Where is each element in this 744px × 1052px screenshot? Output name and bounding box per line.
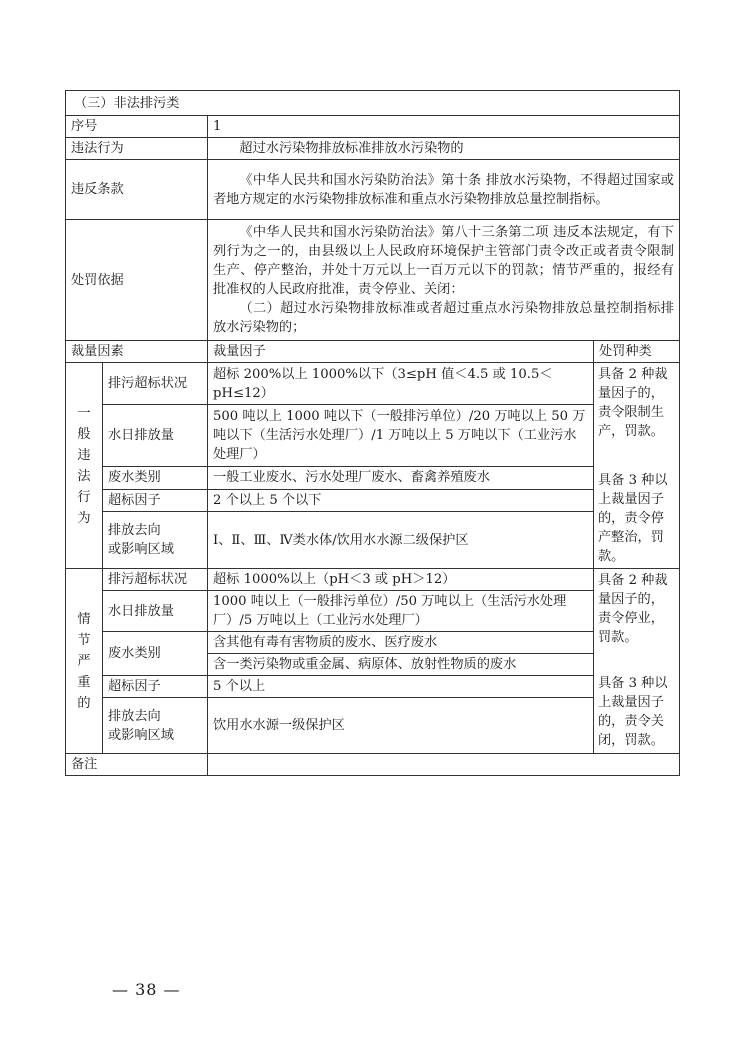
factor-row [66, 676, 680, 698]
remarks-row [66, 754, 680, 776]
discretion-header-factor: 裁量因素 [66, 341, 208, 363]
penalty-basis-para-2: （二）超过水污染物排放标准或者超过重点水污染物排放总量控制指标排放水污染物的； [213, 301, 674, 335]
discretion-header-item: 裁量因子 [208, 341, 594, 363]
group-char: 重 [77, 674, 91, 690]
behavior-row [66, 138, 680, 160]
factor-row [66, 698, 680, 754]
factor-row [66, 632, 680, 676]
factor-value: 500 吨以上 1000 吨以下（一般排污单位）/20 万吨以上 50 万吨以下（生活污水处理厂）/1 万吨以上 5 万吨以下（工业污水处理厂） [208, 405, 594, 467]
penalty-basis-row [66, 220, 680, 341]
group-general-penalty [594, 363, 680, 569]
penalty-option: 具备 3 种以上裁量因子的，责令停产整治，罚款。 [598, 473, 668, 564]
factor-row [66, 591, 680, 632]
group-serious-penalty [594, 569, 680, 754]
serial-row [66, 116, 680, 138]
penalty-table [65, 90, 680, 776]
penalty-option: 具备 3 种以上裁量因子的，责令关闭，罚款。 [598, 676, 668, 748]
factor-category-line: 排放去向 [108, 708, 161, 724]
factor-category: 水日排放量 [103, 405, 208, 467]
factor-category: 废水类别 [103, 467, 208, 490]
factor-value: 超标 1000%以上（pH＜3 或 pH＞12） [208, 569, 594, 591]
factor-value: 2 个以上 5 个以下 [208, 489, 594, 512]
behavior-value: 超过水污染物排放标准排放水污染物的 [208, 138, 680, 160]
group-char: 一 [77, 405, 91, 421]
factor-value: Ⅰ、Ⅱ、Ⅲ、Ⅳ类水体/饮用水水源二级保护区 [208, 512, 594, 569]
group-char: 行 [77, 489, 91, 505]
group-char: 的 [77, 695, 91, 711]
factor-value: 1000 吨以上（一般排污单位）/50 万吨以上（生活污水处理厂）/5 万吨以上（工业污水处理厂） [208, 591, 594, 632]
factor-row [66, 489, 680, 512]
remarks-value [208, 754, 680, 776]
discretion-header-penalty: 处罚种类 [594, 341, 680, 363]
serial-label: 序号 [66, 116, 208, 138]
group-serious-label [66, 569, 103, 754]
group-general-label [66, 363, 103, 569]
remarks-label: 备注 [66, 754, 208, 776]
factor-category: 废水类别 [103, 632, 208, 676]
behavior-label: 违法行为 [66, 138, 208, 160]
violated-clause-row [66, 160, 680, 220]
factor-value: 一般工业废水、污水处理厂废水、畜禽养殖废水 [208, 467, 594, 490]
factor-category: 超标因子 [103, 489, 208, 512]
factor-category: 排污超标状况 [103, 363, 208, 405]
factor-value: 含其他有毒有害物质的废水、医疗废水 [213, 635, 438, 650]
factor-row [66, 405, 680, 467]
group-char: 为 [77, 510, 91, 526]
document-page [65, 90, 679, 776]
factor-category-line: 或影响区域 [108, 727, 174, 743]
group-general-row [66, 363, 680, 405]
factor-value-split [208, 632, 594, 676]
factor-category [103, 698, 208, 754]
section-title-row [66, 91, 680, 116]
factor-category: 超标因子 [103, 676, 208, 698]
factor-value: 5 个以上 [208, 676, 594, 698]
penalty-basis-label: 处罚依据 [66, 220, 208, 341]
section-title: （三）非法排污类 [66, 91, 680, 116]
factor-value: 含一类污染物或重金属、病原体、放射性物质的废水 [208, 653, 593, 675]
violated-clause-label: 违反条款 [66, 160, 208, 220]
factor-category-line: 或影响区域 [108, 542, 174, 558]
penalty-option: 具备 2 种裁量因子的，责令停业，罚款。 [598, 573, 668, 645]
factor-row [66, 467, 680, 490]
factor-value: 饮用水水源一级保护区 [208, 698, 594, 754]
group-char: 情 [77, 611, 91, 627]
group-char: 节 [77, 632, 91, 648]
group-char: 严 [77, 653, 91, 669]
group-char: 违 [77, 447, 91, 463]
factor-category: 排污超标状况 [103, 569, 208, 591]
group-char: 般 [77, 426, 91, 442]
group-serious-row [66, 569, 680, 591]
factor-row [66, 512, 680, 569]
factor-category [103, 512, 208, 569]
factor-category: 水日排放量 [103, 591, 208, 632]
page-number: — 38 — [112, 980, 181, 999]
serial-value: 1 [208, 116, 680, 138]
group-char: 法 [77, 468, 91, 484]
factor-category-line: 排放去向 [108, 523, 161, 539]
factor-value: 超标 200%以上 1000%以下（3≤pH 值＜4.5 或 10.5＜pH≤12） [208, 363, 594, 405]
penalty-option: 具备 2 种裁量因子的，责令限制生产，罚款。 [598, 367, 668, 439]
discretion-header-row [66, 341, 680, 363]
penalty-basis-para-1: 《中华人民共和国水污染防治法》第八十三条第二项 违反本法规定，有下列行为之一的，由县级以上人民政府环境保护主管部门责令改正或者责令限制生产、停产整治，并处十万元以上一百万元以下的罚款；情节严重的，报经有批准权的人民政府批准，责令停业、关闭： [213, 225, 674, 297]
violated-clause-value: 《中华人民共和国水污染防治法》第十条 排放水污染物，不得超过国家或者地方规定的水污染物排放标准和重点水污染物排放总量控制指标。 [208, 160, 680, 220]
penalty-basis-value [208, 220, 680, 341]
